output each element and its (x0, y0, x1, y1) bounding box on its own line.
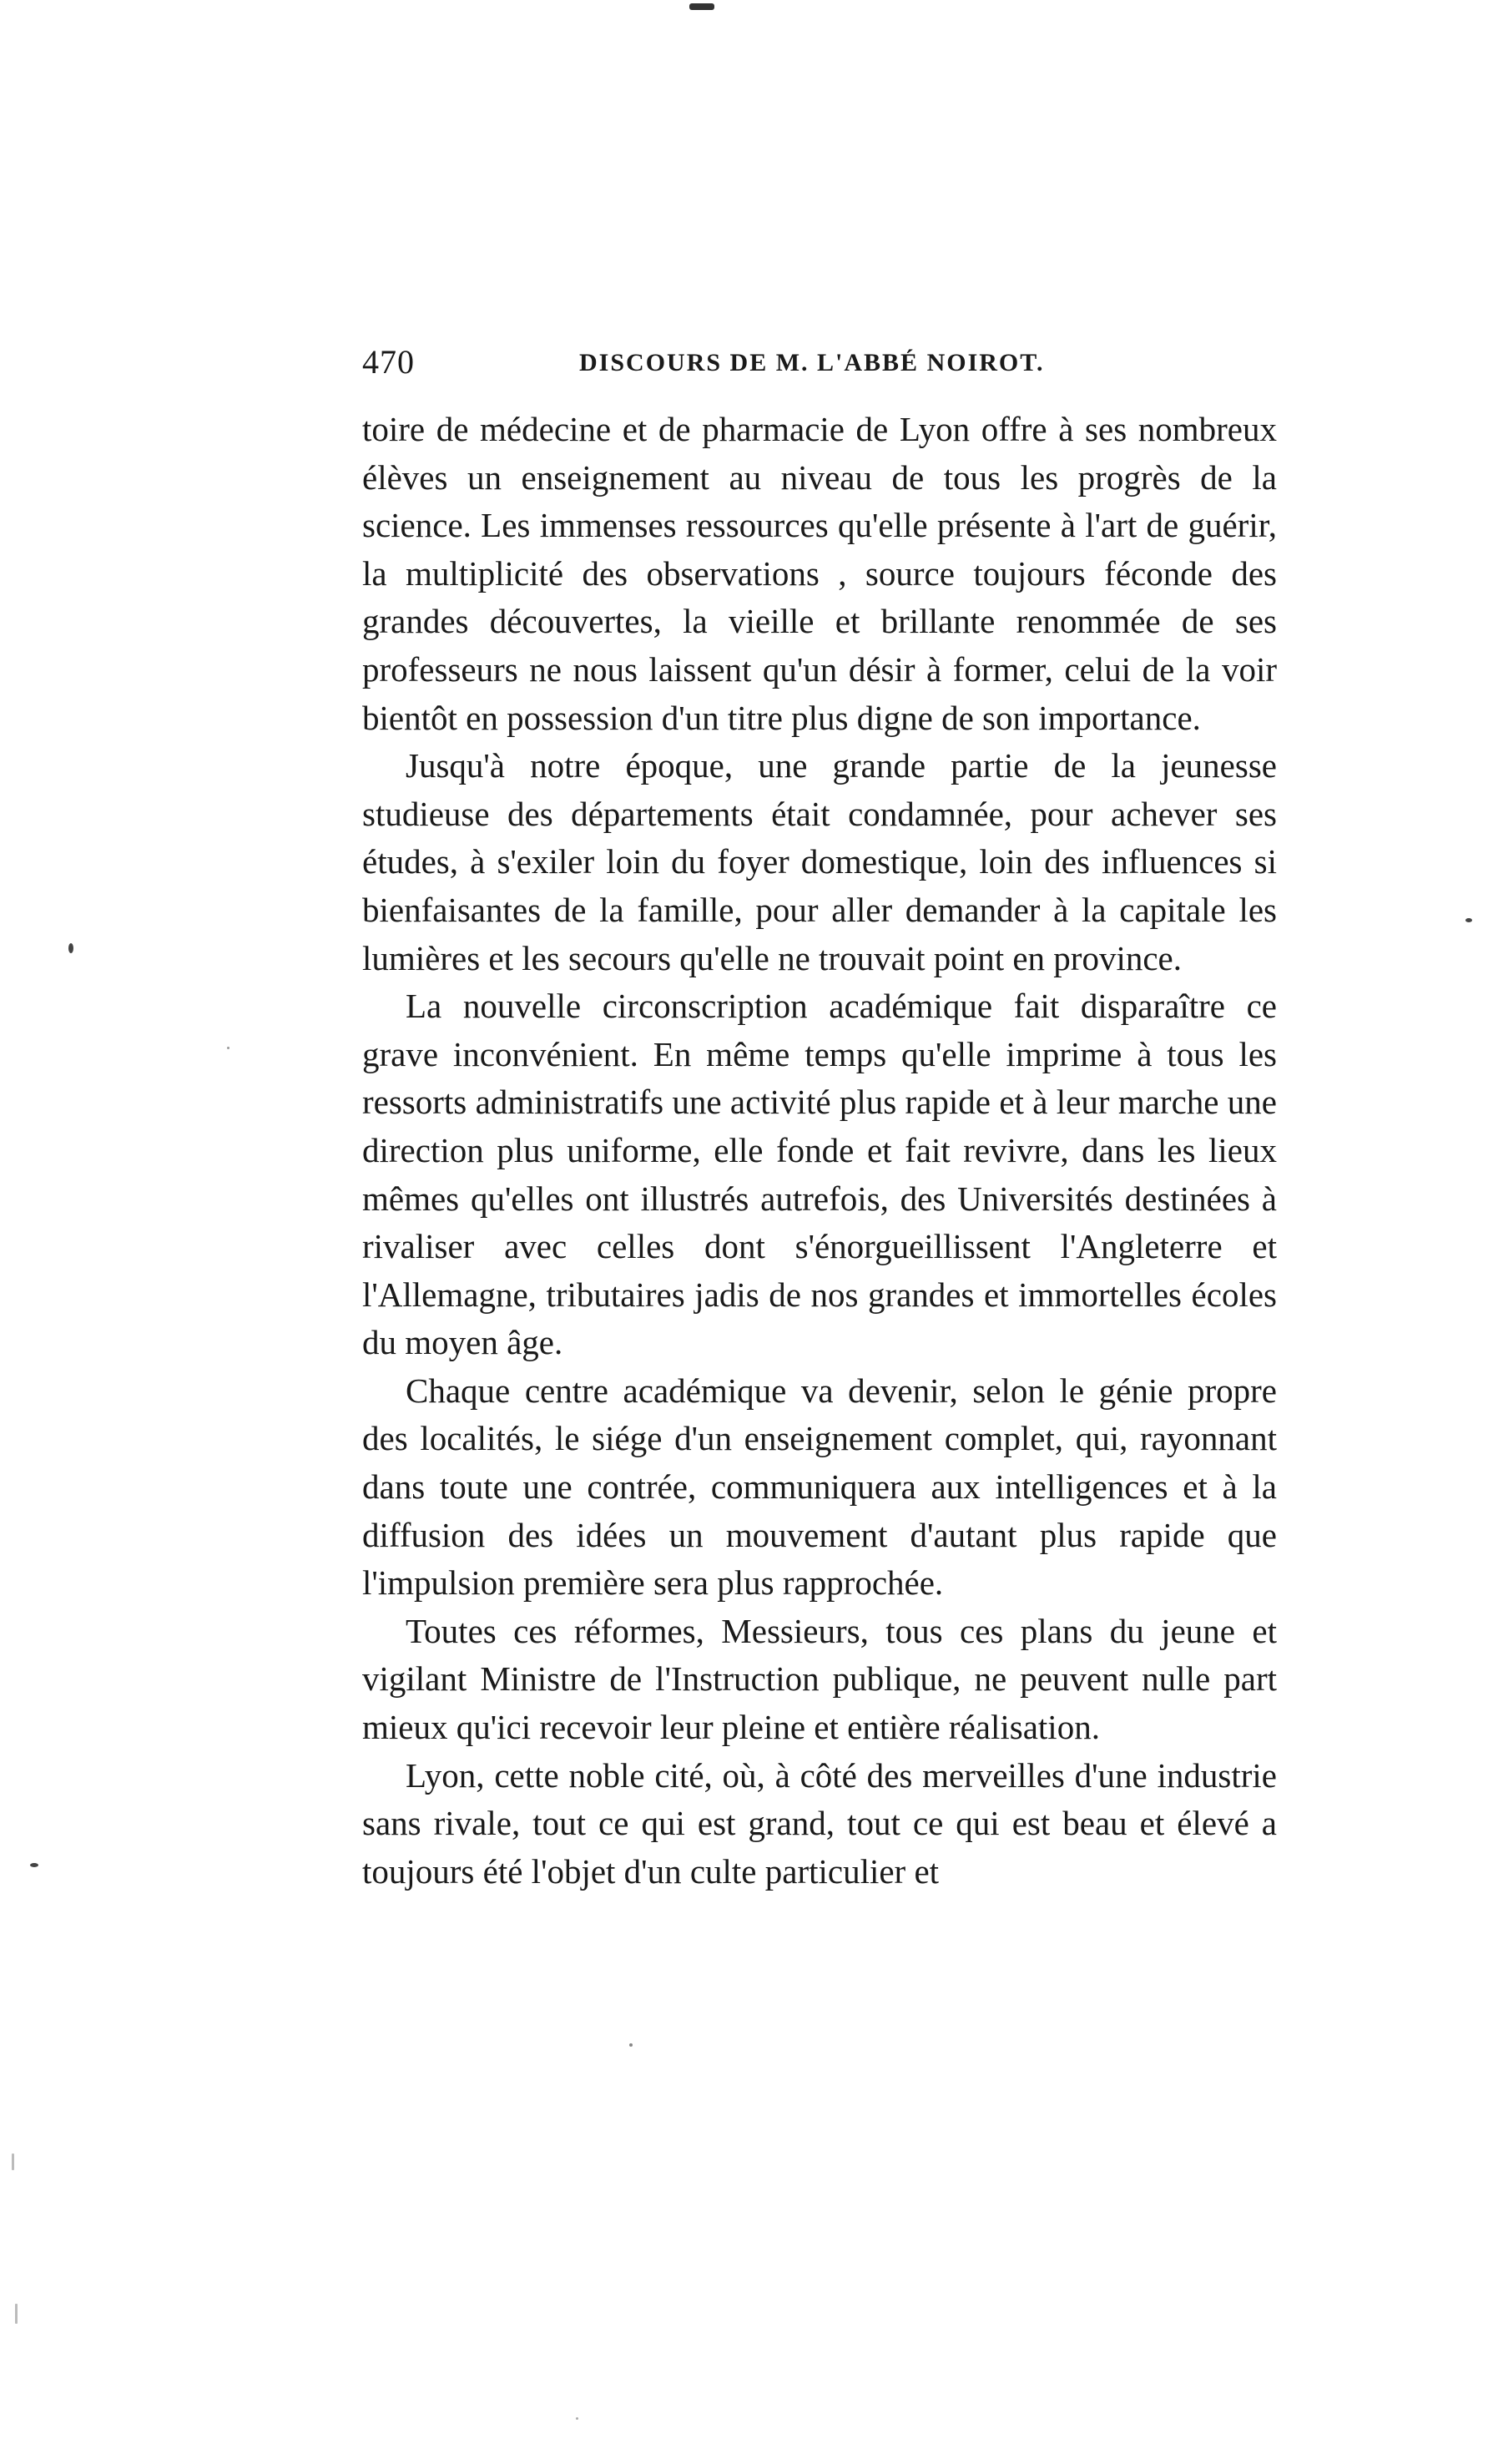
scan-speck (1465, 918, 1472, 922)
paragraph: Lyon, cette noble cité, où, à côté des merveilles d'une industrie sans rivale, tout ce qui est grand, tout ce qui est beau et élevé a toujours été l'objet d'un culte particulier et (362, 1755, 1277, 1891)
paragraph: Chaque centre académique va devenir, selon le génie propre des localités, le siége d'un enseignement complet, qui, rayonnant dans toute une contrée, communiquera aux intelligences et à la diffusion des idées un mouvement d'autant plus rapide que l'impulsion première sera plus rapprochée. (362, 1371, 1277, 1603)
scan-speck (15, 2304, 18, 2324)
scan-speck (12, 2153, 14, 2170)
page-number: 470 (362, 343, 415, 381)
scan-speck (30, 1863, 38, 1867)
page-header (362, 342, 1289, 389)
scan-speck (68, 943, 73, 953)
running-title: DISCOURS DE M. L'ABBÉ NOIROT. (579, 349, 1045, 376)
body-text (362, 406, 1277, 1896)
paragraph-continued: toire de médecine et de pharmacie de Lyon offre à ses nombreux élèves un enseignement au niveau de tous les progrès de la science. Les immenses ressources qu'elle présente à l'art de guérir, la multiplicité des observations , source toujours féconde des grandes découvertes, la vieille et brillante renommée de ses professeurs ne nous laissent qu'un désir à former, celui de la voir bientôt en possession d'un titre plus digne de son importance. (362, 410, 1277, 737)
scan-mark (689, 3, 714, 10)
paragraph: La nouvelle circonscription académique fait disparaître ce grave inconvénient. En même temps qu'elle imprime à tous les ressorts administratifs une activité plus rapide et à leur marche une direction plus uniforme, elle fonde et fait revivre, dans les lieux mêmes qu'elles ont illustrés autrefois, des Universités destinées à rivaliser avec celles dont s'énorgueillissent l'Angleterre et l'Allemagne, tributaires jadis de nos grandes et immortelles écoles du moyen âge. (362, 987, 1277, 1362)
paragraph: Jusqu'à notre époque, une grande partie de la jeunesse studieuse des départements était condamnée, pour achever ses études, à s'exiler loin du foyer domestique, loin des influences si bienfaisantes de la famille, pour aller demander à la capitale les lumières et les secours qu'elle ne trouvait point en province. (362, 746, 1277, 977)
scan-speck (576, 2417, 578, 2420)
scan-speck (227, 1047, 230, 1049)
paragraph: Toutes ces réformes, Messieurs, tous ces plans du jeune et vigilant Ministre de l'Instruction publique, ne peuvent nulle part mieux qu'ici recevoir leur pleine et entière réalisation. (362, 1611, 1277, 1747)
scan-speck (629, 2043, 633, 2047)
